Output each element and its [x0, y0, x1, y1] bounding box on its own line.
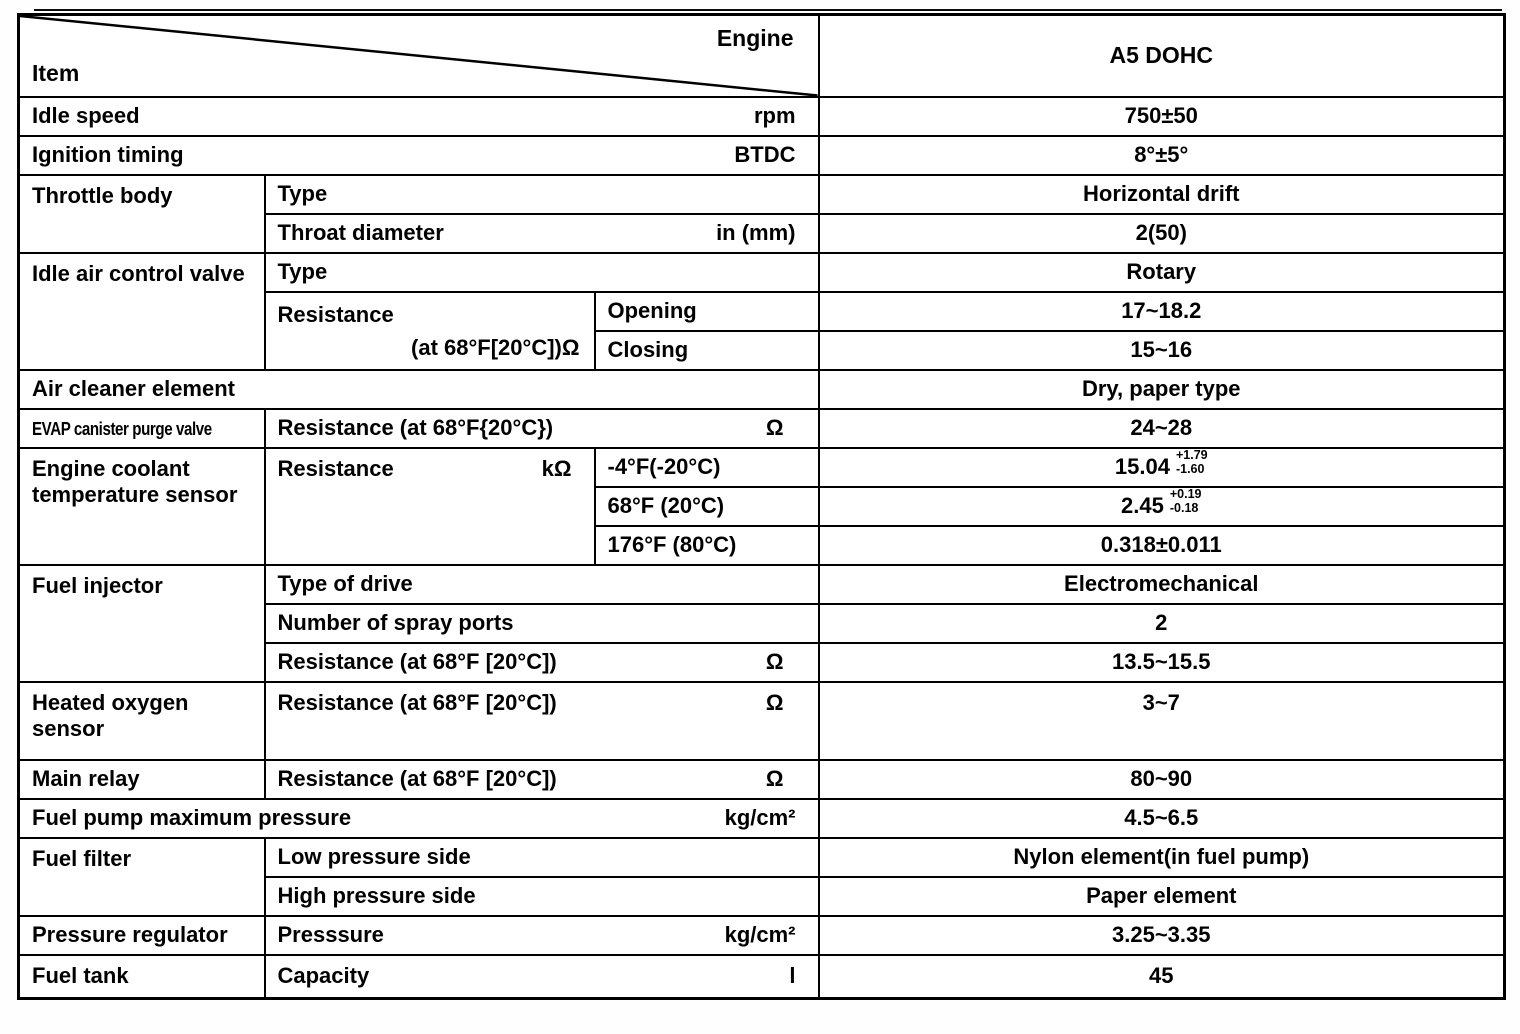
fuel-injector-label: Fuel injector	[19, 565, 265, 682]
fuel-pump-pressure-value: 4.5~6.5	[819, 799, 1505, 838]
ect-tol-plus-1: +1.79	[1175, 447, 1208, 462]
row-ignition-timing	[19, 136, 1505, 175]
fuel-tank-capacity-unit: l	[789, 963, 796, 989]
row-fuel-pump-pressure	[19, 799, 1505, 838]
iacv-resistance-label: Resistance	[277, 301, 394, 327]
iacv-opening-value: 17~18.2	[819, 292, 1505, 331]
iacv-closing-label: Closing	[595, 331, 819, 370]
pressure-regulator-cell	[265, 916, 819, 955]
ect-temp-2-value	[819, 487, 1505, 526]
injector-resistance-unit: Ω	[765, 648, 784, 674]
throttle-body-type-value: Horizontal drift	[819, 175, 1505, 214]
pressure-regulator-value: 3.25~3.35	[819, 916, 1505, 955]
injector-spray-ports-label: Number of spray ports	[265, 604, 819, 643]
iacv-label: Idle air control valve	[19, 253, 265, 370]
evap-label: EVAP canister purge valve	[32, 418, 212, 439]
ect-label: Engine coolant temperature sensor	[19, 448, 265, 565]
main-relay-resistance-label: Resistance (at 68°F [20°C])	[277, 765, 557, 791]
row-iacv-type	[19, 253, 1505, 292]
diagonal-divider	[20, 16, 818, 96]
ect-tolerance-1	[1176, 448, 1208, 477]
row-injector-drive	[19, 565, 1505, 604]
iacv-resistance-condition: (at 68°F[20°C])Ω	[411, 335, 580, 361]
row-main-relay	[19, 760, 1505, 799]
row-heated-oxygen-sensor	[19, 682, 1505, 760]
fuel-filter-high-value: Paper element	[819, 877, 1505, 916]
ect-tol-minus-1: -1.60	[1175, 462, 1205, 476]
ect-value-1: 15.04	[1114, 453, 1170, 479]
ignition-timing-label: Ignition timing	[32, 141, 184, 167]
ect-resistance-cell	[265, 448, 595, 565]
injector-drive-label: Type of drive	[265, 565, 819, 604]
air-cleaner-value: Dry, paper type	[819, 370, 1505, 409]
idle-speed-unit: rpm	[753, 102, 796, 128]
fuel-pump-pressure-cell	[19, 799, 819, 838]
heated-oxygen-resistance-value: 3~7	[819, 682, 1505, 760]
evap-label-cell	[19, 409, 265, 448]
header-row	[19, 15, 1505, 97]
ect-temp-1-label: -4°F(-20°C)	[595, 448, 819, 487]
injector-spray-ports-value: 2	[819, 604, 1505, 643]
fuel-filter-low-value: Nylon element(in fuel pump)	[819, 838, 1505, 877]
fuel-filter-low-label: Low pressure side	[265, 838, 819, 877]
main-relay-label: Main relay	[19, 760, 265, 799]
row-fuel-tank	[19, 955, 1505, 999]
throat-diameter-unit: in (mm)	[716, 219, 796, 245]
iacv-opening-label: Opening	[595, 292, 819, 331]
ignition-timing-label-cell	[19, 136, 819, 175]
header-engine-value: A5 DOHC	[819, 15, 1505, 97]
row-throttle-body-type	[19, 175, 1505, 214]
ect-temp-2-label: 68°F (20°C)	[595, 487, 819, 526]
header-engine-label: Engine	[716, 25, 794, 51]
row-ect-point-1	[19, 448, 1505, 487]
fuel-pump-pressure-unit: kg/cm²	[724, 804, 796, 830]
iacv-type-label: Type	[265, 253, 819, 292]
injector-drive-value: Electromechanical	[819, 565, 1505, 604]
ect-tol-plus-2: +0.19	[1169, 486, 1202, 501]
throttle-body-label: Throttle body	[19, 175, 265, 253]
ignition-timing-unit: BTDC	[734, 141, 796, 167]
ect-temp-3-label: 176°F (80°C)	[595, 526, 819, 565]
fuel-pump-pressure-label: Fuel pump maximum pressure	[32, 804, 352, 830]
throat-diameter-label: Throat diameter	[277, 219, 444, 245]
fuel-tank-capacity-label: Capacity	[277, 963, 370, 989]
evap-resistance-label: Resistance (at 68°F{20°C})	[277, 414, 554, 440]
heated-oxygen-sensor-label: Heated oxygen sensor	[19, 682, 265, 760]
throat-diameter-label-cell	[265, 214, 819, 253]
injector-resistance-label: Resistance (at 68°F [20°C])	[277, 648, 557, 674]
fuel-filter-label: Fuel filter	[19, 838, 265, 916]
pressure-regulator-unit: kg/cm²	[724, 921, 796, 947]
ect-temp-1-value	[819, 448, 1505, 487]
injector-resistance-value: 13.5~15.5	[819, 643, 1505, 682]
evap-resistance-value: 24~28	[819, 409, 1505, 448]
header-item-engine-cell	[19, 15, 819, 97]
throat-diameter-value: 2(50)	[819, 214, 1505, 253]
row-evap	[19, 409, 1505, 448]
idle-speed-value: 750±50	[819, 97, 1505, 136]
header-item-label: Item	[32, 59, 80, 86]
ect-temp-3-value: 0.318±0.011	[819, 526, 1505, 565]
fuel-tank-capacity-cell	[265, 955, 819, 999]
row-fuel-filter-low	[19, 838, 1505, 877]
pressure-regulator-pressure-label: Presssure	[277, 921, 384, 947]
row-pressure-regulator	[19, 916, 1505, 955]
iacv-type-value: Rotary	[819, 253, 1505, 292]
fuel-filter-high-label: High pressure side	[265, 877, 819, 916]
air-cleaner-label: Air cleaner element	[19, 370, 819, 409]
main-relay-resistance-unit: Ω	[765, 765, 784, 791]
idle-speed-label-cell	[19, 97, 819, 136]
throttle-body-type-label: Type	[265, 175, 819, 214]
heated-oxygen-resistance-label: Resistance (at 68°F [20°C])	[277, 689, 557, 715]
row-idle-speed	[19, 97, 1505, 136]
engine-spec-table	[17, 13, 1506, 1000]
evap-resistance-unit: Ω	[765, 414, 784, 440]
heated-oxygen-resistance-unit: Ω	[765, 689, 784, 715]
heated-oxygen-resistance-cell	[265, 682, 819, 760]
ignition-timing-value: 8°±5°	[819, 136, 1505, 175]
fuel-tank-capacity-value: 45	[819, 955, 1505, 999]
iacv-resistance-cell	[265, 292, 595, 370]
ect-tolerance-2	[1170, 487, 1202, 516]
scan-artifact-line	[34, 9, 1502, 11]
row-air-cleaner	[19, 370, 1505, 409]
ect-tol-minus-2: -0.18	[1169, 501, 1199, 515]
evap-resistance-cell	[265, 409, 819, 448]
main-relay-resistance-value: 80~90	[819, 760, 1505, 799]
pressure-regulator-label: Pressure regulator	[19, 916, 265, 955]
injector-resistance-cell	[265, 643, 819, 682]
ect-resistance-unit: kΩ	[541, 455, 572, 481]
main-relay-resistance-cell	[265, 760, 819, 799]
idle-speed-label: Idle speed	[32, 102, 140, 128]
ect-resistance-label: Resistance	[277, 455, 394, 481]
iacv-closing-value: 15~16	[819, 331, 1505, 370]
ect-value-2: 2.45	[1121, 492, 1164, 518]
fuel-tank-label: Fuel tank	[19, 955, 265, 999]
